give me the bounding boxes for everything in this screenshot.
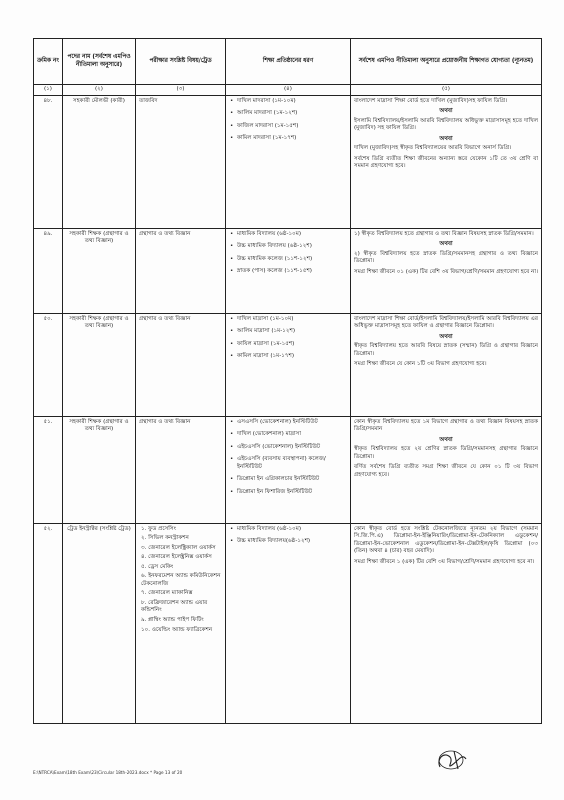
trade-item: ২. সিভিল কনস্ট্রাকশন bbox=[141, 535, 189, 542]
institution-item: • মাধ্যমিক বিদ্যালয় (৬ষ্ঠ-১০ম) bbox=[237, 526, 347, 534]
qualification-note: সমগ্র শিক্ষা জীবনে ০১ (এক) টির বেশি ৩য় বিভাগ/শ্রেণি/সমমান গ্রহণযোগ্য হবে না। bbox=[354, 268, 538, 275]
col-number: (৩) bbox=[136, 85, 226, 96]
post-cell: ট্রেড ইনস্ট্রাক্টর (সংশ্লিষ্ট ট্রেড) bbox=[63, 523, 136, 723]
qualification-cell bbox=[351, 228, 542, 313]
table-row bbox=[34, 228, 542, 313]
institution-cell bbox=[226, 523, 351, 723]
or-separator: অথবা bbox=[439, 108, 453, 115]
col-number: (৪) bbox=[226, 85, 351, 96]
table-row bbox=[34, 523, 542, 723]
qualification-text: দাখিল (মুজাবিদ)সহ স্বীকৃত বিশ্ববিদ্যালয়ের আরবি বিভাগে অনার্স ডিগ্রি। bbox=[354, 145, 512, 152]
qualification-table bbox=[33, 38, 542, 724]
or-separator: অথবা bbox=[439, 436, 453, 443]
trade-item: ১০. ওয়েল্ডিং অ্যান্ড ফ্যাব্রিকেশন bbox=[141, 626, 213, 633]
institution-item: • কামিল মাদ্রাসা (১ম-১৭শ) bbox=[237, 353, 347, 361]
table-row bbox=[34, 416, 542, 523]
table-row bbox=[34, 95, 542, 228]
qualification-note: সমগ্র শিক্ষা জীবনে যে কোন ১টি ৩য় বিভাগ গ্রহণযোগ্য হবে। bbox=[354, 361, 487, 368]
institution-item: • ডিপ্লোমা ইন ফিশারিজ ইনস্টিটিউট bbox=[237, 489, 347, 497]
qualification-note: সমগ্র শিক্ষা জীবনে ১ (এক) টির বেশি ৩য় বিভাগ/শ্রেণি/সমমান গ্রহণযোগ্য হবে না। bbox=[354, 558, 535, 565]
institution-item: • এসএসসি (ভোকেশনাল) ইনস্টিটিউট bbox=[237, 419, 347, 427]
or-separator: অথবা bbox=[439, 135, 453, 142]
institution-item: • আলিম মাদরাসা (১ম-১২শ) bbox=[237, 110, 347, 118]
institution-item: • ফাজিল মাদরাসা (১ম-১৫শ) bbox=[237, 123, 347, 131]
qualification-note: সর্বশেষ ডিগ্রি ব্যতীত শিক্ষা জীবনের অন্যান্য স্তরে যেকোন ১টি তে ৩য় শ্রেণি বা সমমান গ্রহণযোগ্য হবে। bbox=[354, 155, 538, 170]
qualification-text: বাংলাদেশ মাদ্রাসা শিক্ষা বোর্ড/ইসলামি বিশ্ববিদ্যালয়/ইসলামি আরবি বিশ্ববিদ্যালয় এর অধিভুক্ত মাদ্রাসাসমূহ হতে ফাযিল ও গ্রন্থাগার বিজ্ঞানে ডিপ্লোমা। bbox=[354, 315, 538, 330]
institution-item: • ডিপ্লোমা ইন এগ্রিকালচার ইনস্টিটিউট bbox=[237, 476, 347, 484]
qualification-text: ২) স্বীকৃত বিশ্ববিদ্যালয় হতে স্নাতক ডিগ্রি/সমমানসহ গ্রন্থাগার ও তথ্য বিজ্ঞানে ডিপ্লোমা। bbox=[354, 250, 538, 265]
trade-item: ৯. প্লাম্বিং অ্যান্ড পাইপ ফিটিং bbox=[141, 617, 204, 624]
institution-item: • মাধ্যমিক বিদ্যালয় (৬ষ্ঠ-১০ম) bbox=[237, 231, 347, 239]
institution-cell bbox=[226, 313, 351, 416]
header-qualification: সর্বশেষ এমপিও নীতিমালা অনুসারে প্রয়োজনীয় শিক্ষাগত যোগ্যতা (ন্যূনতম) bbox=[351, 39, 542, 85]
trade-item: ৫. ড্রেস মেকিং bbox=[141, 563, 174, 570]
institution-item: • দাখিল মাদরাসা (১ম-১০ম) bbox=[237, 98, 347, 106]
page-footer: E:\NTRCA\Exam\18th Exam\23\Circular 18th-2023.docx * Page 13 of 20 bbox=[33, 770, 183, 775]
header-post: পদের নাম (সর্বশেষ এমপিও নীতিমালা অনুসারে) bbox=[63, 39, 136, 85]
qualification-text: ১) স্বীকৃত বিশ্ববিদ্যালয় হতে গ্রন্থাগার ও তথ্য বিজ্ঞান বিষয়সহ স্নাতক ডিগ্রি/সমমান। bbox=[354, 230, 534, 237]
or-separator: অথবা bbox=[439, 333, 453, 340]
institution-item: • দাখিল মাদ্রাসা (১ম-১০ম) bbox=[237, 316, 347, 324]
serial-cell: ৫২. bbox=[34, 523, 63, 723]
column-number-row bbox=[34, 85, 542, 96]
institution-item: • এইচএসসি (ভোকেশনাল) ইনস্টিটিউট bbox=[237, 444, 347, 452]
trade-item: ৮. রেফ্রিজারেশন অ্যান্ড এয়ার কন্ডিশনিং bbox=[141, 599, 208, 614]
trade-item: ৬. ইনফরমেশন অ্যান্ড কমিউনিকেশন টেকনোলজি bbox=[141, 573, 221, 587]
institution-cell bbox=[226, 228, 351, 313]
trade-item: ৩. জেনারেল ইলেক্ট্রিক্যাল ওয়ার্কস bbox=[141, 544, 216, 551]
signature-mark bbox=[432, 745, 472, 773]
subject-cell: গ্রন্থাগার ও তথ্য বিজ্ঞান bbox=[136, 313, 226, 416]
qualification-cell bbox=[351, 416, 542, 523]
qualification-text: স্বীকৃত বিশ্ববিদ্যালয় হতে ২য় শ্রেণির স্নাতক ডিগ্রি/সমমানসহ গ্রন্থাগার বিজ্ঞানে ডিপ্লোমা। bbox=[354, 446, 538, 460]
serial-cell: ৪৮. bbox=[34, 95, 63, 228]
serial-cell: ৫১. bbox=[34, 416, 63, 523]
trade-item: ১. ফুড প্রসেসিং bbox=[141, 525, 176, 532]
post-cell: সহকারী মৌলভী (কারী) bbox=[63, 95, 136, 228]
institution-item: • ফাযিল মাদ্রাসা (১ম-১৫শ) bbox=[237, 341, 347, 349]
qualification-cell bbox=[351, 523, 542, 723]
or-separator: অথবা bbox=[439, 241, 453, 248]
header-subject: পরীক্ষার সংশ্লিষ্ট বিষয়/ট্রেড bbox=[136, 39, 226, 85]
post-cell: সহকারী শিক্ষক (গ্রন্থাগার ও তথ্য বিজ্ঞান) bbox=[63, 228, 136, 313]
institution-item: • উচ্চ মাধ্যমিক কলেজ (১১শ-১২শ) bbox=[237, 256, 347, 264]
col-number: (৫) bbox=[351, 85, 542, 96]
institution-item: • এইচএসসি (ব্যবসায় ব্যবস্থাপনা) কলেজ/ইনস্টিটিউট bbox=[237, 456, 347, 471]
qualification-text: কোন স্বীকৃত বোর্ড হতে সংশ্লিষ্ট টেকনোলজিতে ন্যূনতম ২য় বিভাগে (সমমান সি.জি.পি.এ) ডিপ্লোমা-ইন-ইঞ্জিনিয়ারিং/ডিপ্লোমা-ইন-টেকনিক্যাল এডুকেশন/ডিপ্লোমা-ইন-ভোকেশনাল এডুকেশন/ডিপ্লোমা-ইন-টেক্সটাইল/কৃষি ডিপ্লোমা (০৩ (তিন) অথবা ৪ (চার) বছর মেয়াদি)। bbox=[354, 525, 538, 555]
institution-item: • স্নাতক (পাস) কলেজ (১১শ-১৫শ) bbox=[237, 268, 347, 276]
qualification-text: কোন স্বীকৃত বিশ্ববিদ্যালয় হতে ১ম বিভাগে গ্রন্থাগার ও তথ্য বিজ্ঞান বিষয়সহ স্নাতক ডিগ্রি/সমমান bbox=[354, 418, 538, 433]
table-row bbox=[34, 313, 542, 416]
serial-cell: ৫০. bbox=[34, 313, 63, 416]
institution-cell bbox=[226, 95, 351, 228]
qualification-cell bbox=[351, 313, 542, 416]
subject-cell: গ্রন্থাগার ও তথ্য বিজ্ঞান bbox=[136, 228, 226, 313]
institution-item: • দাখিল (ভোকেশনাল) মাদ্রাসা bbox=[237, 431, 347, 439]
trade-item: ৭. জেনারেল ম্যাকানিক্স bbox=[141, 590, 193, 597]
header-serial: ক্রমিক নং bbox=[34, 39, 63, 85]
post-cell: সহকারী শিক্ষক (গ্রন্থাগার ও তথ্য বিজ্ঞান) bbox=[63, 416, 136, 523]
trade-item: ৪. জেনারেল ইলেক্ট্রনিক্স ওয়ার্কস bbox=[141, 554, 212, 561]
institution-item: • কামিল মাদরাসা (১ম-১৭শ) bbox=[237, 135, 347, 143]
col-number: (১) bbox=[34, 85, 63, 96]
institution-item: • আলিম মাদ্রাসা (১ম-১২শ) bbox=[237, 328, 347, 336]
col-number: (২) bbox=[63, 85, 136, 96]
qualification-text: বাংলাদেশ মাদ্রাসা শিক্ষা বোর্ড হতে দাখিল (মুজাবিদ)সহ ফাযিল ডিগ্রি। bbox=[354, 97, 508, 104]
institution-item: • উচ্চ মাধ্যমিক বিদ্যালয় (৬ষ্ঠ-১২শ) bbox=[237, 243, 347, 251]
header-institution: শিক্ষা প্রতিষ্ঠানের ধরণ bbox=[226, 39, 351, 85]
subject-cell: তাজবিদ bbox=[136, 95, 226, 228]
institution-cell bbox=[226, 416, 351, 523]
qualification-text: স্বীকৃত বিশ্ববিদ্যালয় হতে আরবি বিষয়ে স্নাতক (সম্মান) ডিগ্রি ও গ্রন্থাগার বিজ্ঞানে ডিপ্লোমা। bbox=[354, 343, 538, 357]
subject-cell bbox=[136, 523, 226, 723]
header-row bbox=[34, 39, 542, 85]
institution-item: • উচ্চ মাধ্যমিক বিদ্যালয়(৬ষ্ঠ-১২শ) bbox=[237, 538, 347, 546]
serial-cell: ৪৯. bbox=[34, 228, 63, 313]
subject-cell: গ্রন্থাগার ও তথ্য বিজ্ঞান bbox=[136, 416, 226, 523]
post-cell: সহকারী শিক্ষক (গ্রন্থাগার ও তথ্য বিজ্ঞান) bbox=[63, 313, 136, 416]
qualification-cell bbox=[351, 95, 542, 228]
qualification-text: ইসলামি বিশ্ববিদ্যালয়/ইসলামি আরবি বিশ্ববিদ্যালয় অধিভুক্ত মাদ্রাসাসমূহ হতে দাখিল (মুজাবিদ) সহ ফাযিল ডিগ্রি। bbox=[354, 117, 538, 132]
qualification-note: বর্ণিত সর্বশেষ ডিগ্রি ব্যতীত সমগ্র শিক্ষা জীবনে যে কোন ০১ টি ৩য় বিভাগ গ্রহণযোগ্য হবে। bbox=[354, 464, 538, 478]
